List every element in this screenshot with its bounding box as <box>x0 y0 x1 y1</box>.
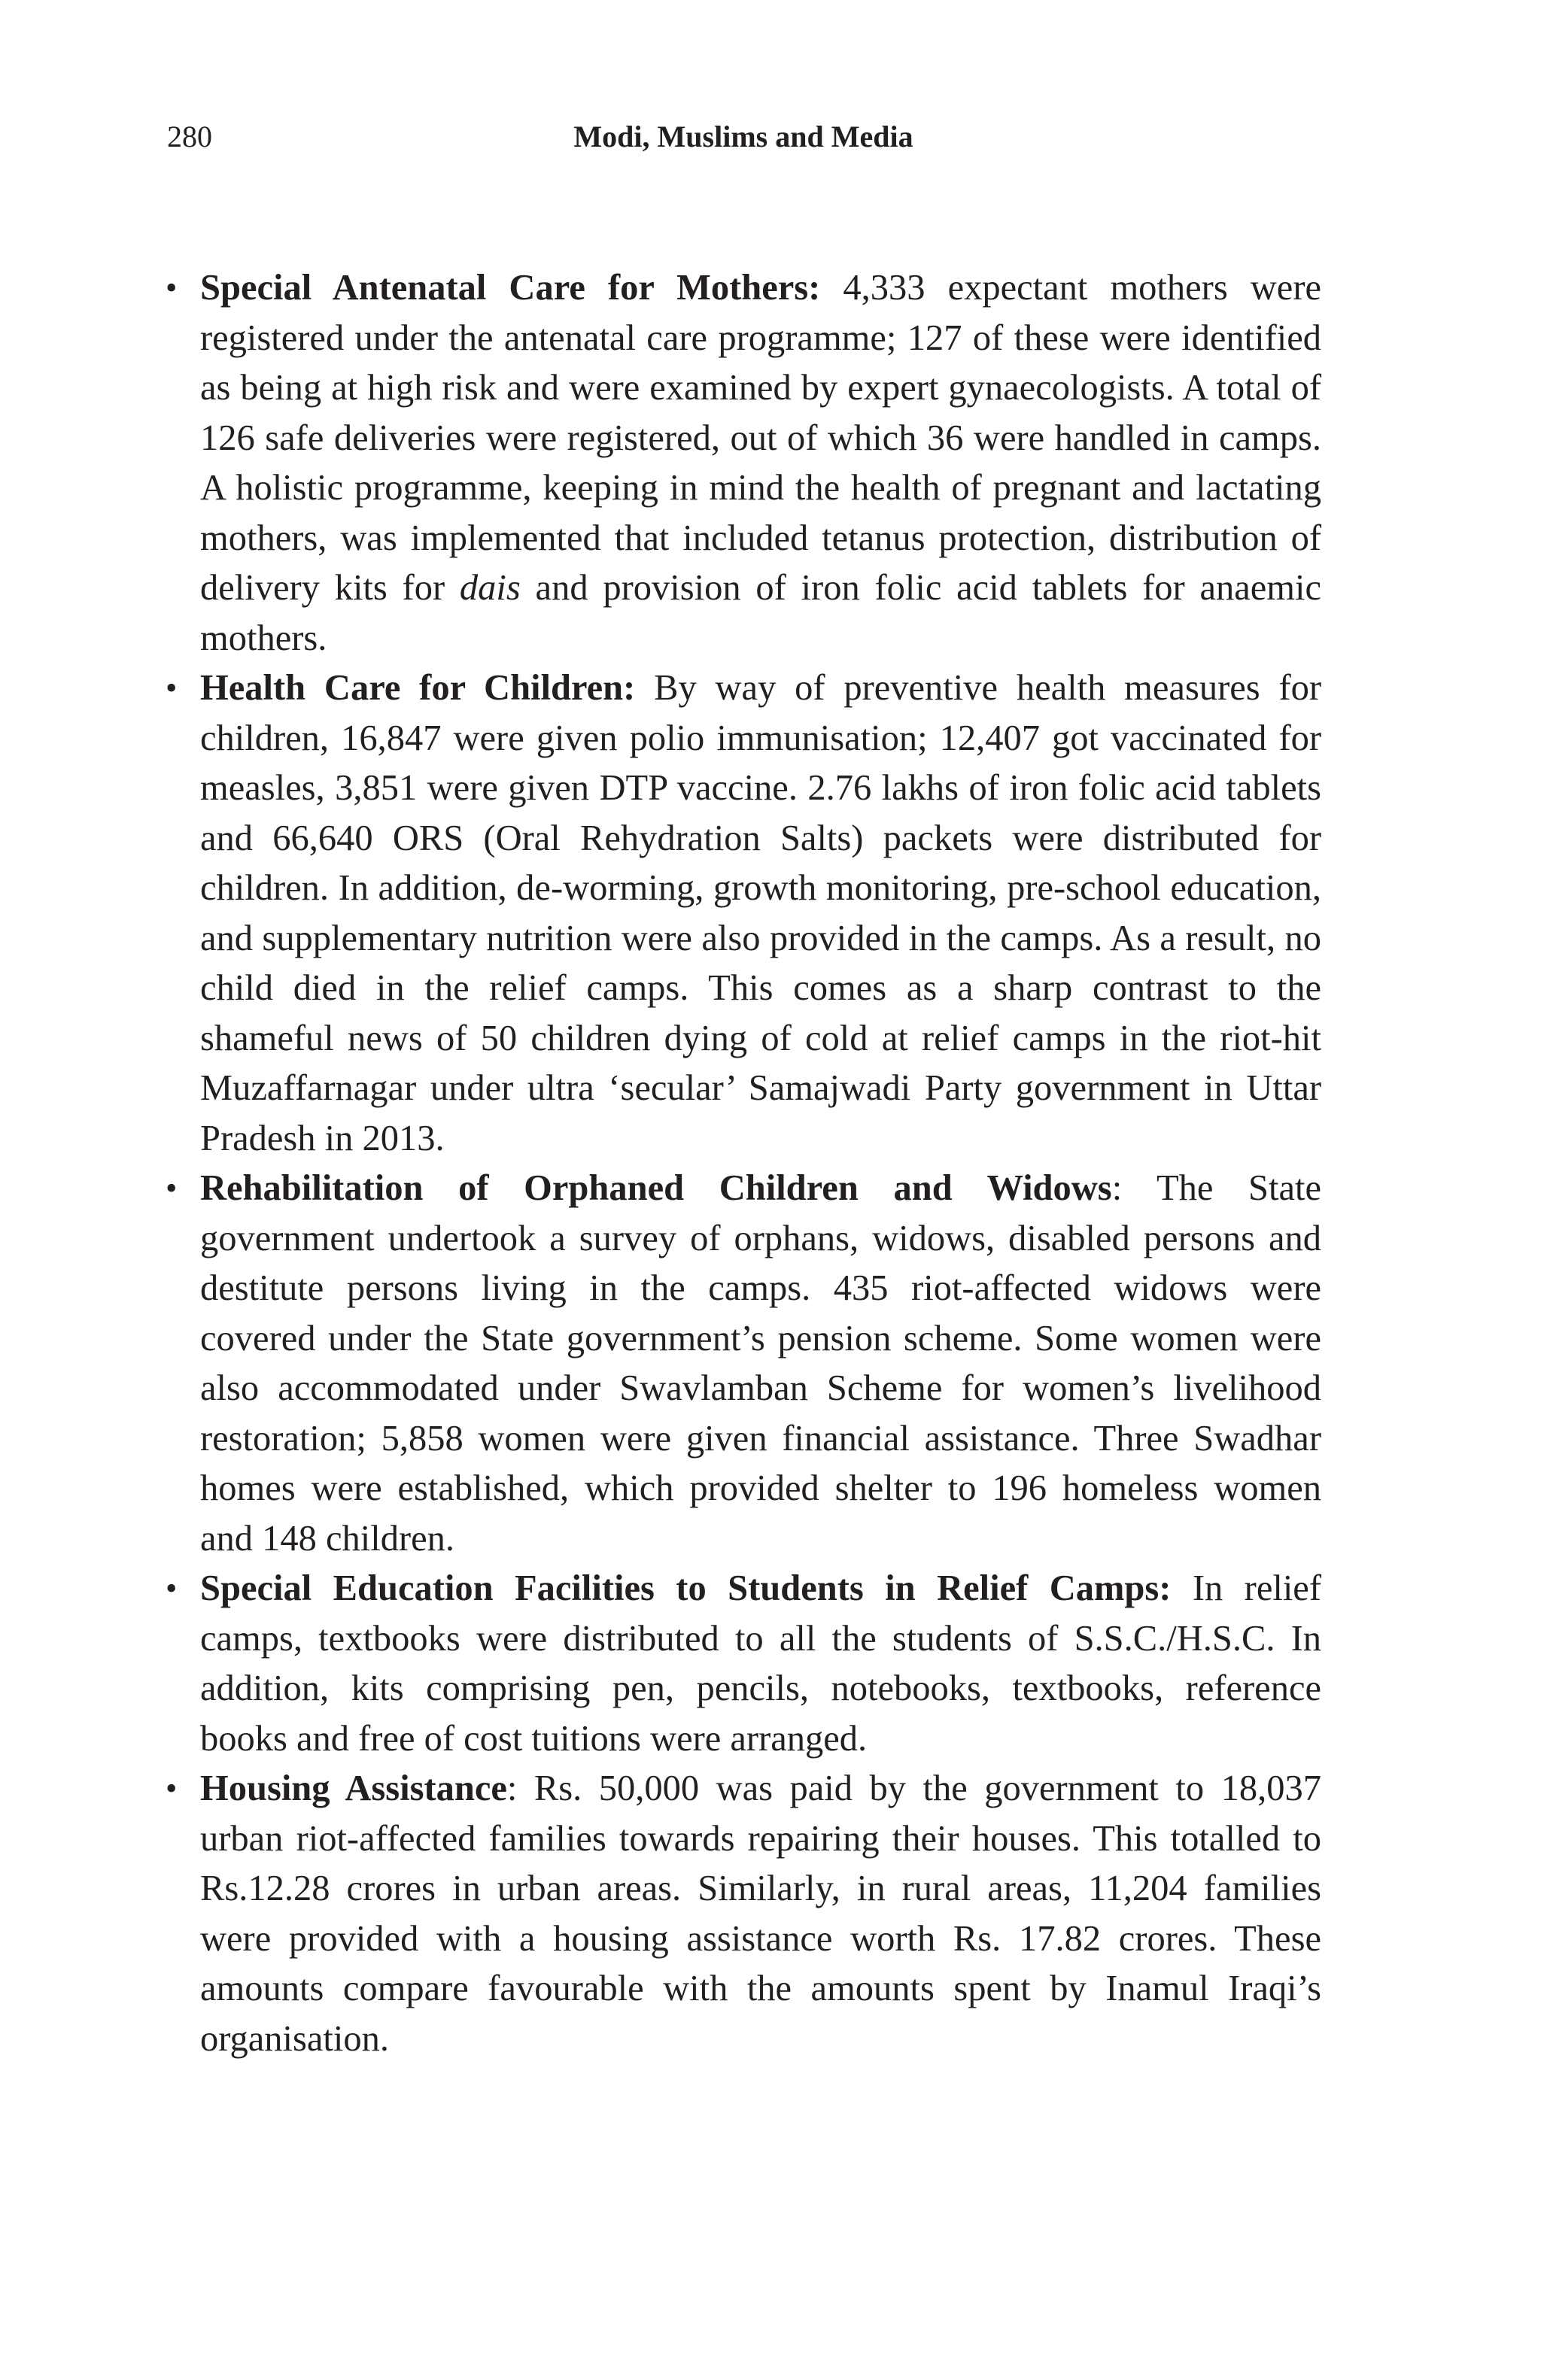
bullet-icon: • <box>166 269 178 306</box>
list-item-child-health <box>166 663 1321 1164</box>
item-text: 4,333 expectant mothers were registered under the antenatal care programme; 127 of these were identified as being at high risk and were examined by expert gynaecologists. A total of 126 safe deliveries were registered, out of which 36 were handled in camps. A holistic programme, keeping in mind the health of pregnant and lactating mothers, was implemented that included tetanus protection, distribution of delivery kits for <box>200 268 1321 608</box>
bullet-icon: • <box>166 669 178 706</box>
list-item-housing <box>166 1764 1321 2064</box>
item-text: : Rs. 50,000 was paid by the government to 18,037 urban riot-affected families towards repairing their houses. This totalled to Rs.12.28 crores in urban areas. Similarly, in rural areas, 11,204 families were provided with a housing assistance worth Rs. 17.82 crores. These amounts compare favourable with the amounts spent by Inamul Iraqi’s organisation. <box>200 1768 1321 2059</box>
item-title: Special Education Facilities to Students in Relief Camps: <box>200 1568 1172 1608</box>
item-title: Special Antenatal Care for Mothers: <box>200 268 821 308</box>
item-text: : The State government undertook a survey of orphans, widows, disabled persons and destitute persons living in the camps. 435 riot-affected widows were covered under the State government’s pension scheme. Some women were also accommodated under Swavlamban Scheme for women’s livelihood restoration; 5,858 women were given financial assistance. Three Swadhar homes were established, which provided shelter to 196 homeless women and 148 children. <box>200 1168 1321 1559</box>
bullet-icon: • <box>166 1170 178 1207</box>
item-title: Health Care for Children: <box>200 668 636 708</box>
bullet-list <box>166 263 1321 2064</box>
item-title: Rehabilitation of Orphaned Children and Widows <box>200 1168 1112 1208</box>
item-text: In relief camps, textbooks were distributed to all the students of S.S.C./H.S.C. In addition, kits comprising pen, pencils, notebooks, textbooks, reference books and free of cost tuitions were arranged. <box>200 1568 1321 1759</box>
running-header <box>167 119 1320 164</box>
page-body <box>166 263 1321 2064</box>
running-title: Modi, Muslims and Media <box>573 120 913 153</box>
bullet-icon: • <box>166 1770 178 1807</box>
item-text-end: and provision of iron folic acid tablets for anaemic mothers. <box>200 568 1321 658</box>
page-number: 280 <box>167 120 212 153</box>
bullet-icon: • <box>166 1570 178 1607</box>
item-text: By way of preventive health measures for children, 16,847 were given polio immunisation; 12,407 got vaccinated for measles, 3,851 were given DTP vaccine. 2.76 lakhs of iron folic acid tablets and 66,640 ORS (Oral Rehydration Salts) packets were distributed for children. In addition, de-worming, growth monitoring, pre-school education, and supplementary nutrition were also provided in the camps. As a result, no child died in the relief camps. This comes as a sharp contrast to the shameful news of 50 children dying of cold at relief camps in the riot-hit Muzaffarnagar under ultra ‘secular’ Samajwadi Party government in Uttar Pradesh in 2013. <box>200 668 1321 1158</box>
item-italic: dais <box>459 568 521 608</box>
item-title: Housing Assistance <box>200 1768 507 1808</box>
list-item-antenatal-care <box>166 263 1321 663</box>
list-item-education <box>166 1564 1321 1764</box>
list-item-rehabilitation <box>166 1164 1321 1564</box>
